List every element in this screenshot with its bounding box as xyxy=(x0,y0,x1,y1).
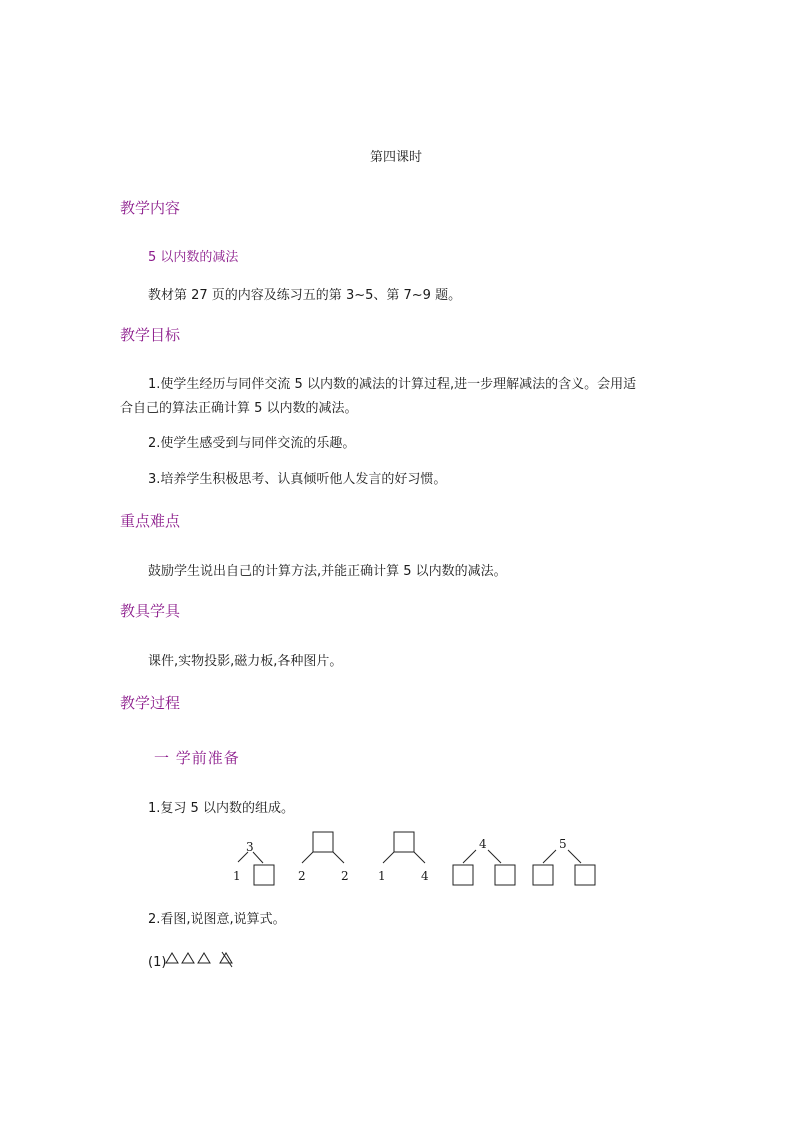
heading-key-points: 重点难点 xyxy=(120,512,181,530)
answer-box-4 xyxy=(453,865,473,885)
heading-teaching-goals: 教学目标 xyxy=(120,326,181,344)
triangles-figure xyxy=(164,950,244,972)
branch-line xyxy=(543,850,556,863)
branch-line xyxy=(333,852,344,863)
tools-text: 课件,实物投影,磁力板,各种图片。 xyxy=(148,654,343,669)
answer-box-3 xyxy=(394,832,414,852)
content-topic: 5 以内数的减法 xyxy=(148,250,239,265)
answer-box-2 xyxy=(313,832,333,852)
answer-box-7 xyxy=(575,865,595,885)
goal-2: 2.使学生感受到与同伴交流的乐趣。 xyxy=(148,436,356,451)
branch-line xyxy=(302,852,313,863)
goal-3: 3.培养学生积极思考、认真倾听他人发言的好习惯。 xyxy=(148,472,447,487)
section-pre-learning: 一 学前准备 xyxy=(154,749,240,767)
goal-1-line-1: 1.使学生经历与同伴交流 5 以内数的减法的计算过程,进一步理解减法的含义。会用适 xyxy=(148,377,637,392)
tree3-right-number: 4 xyxy=(421,869,429,883)
key-points-text: 鼓励学生说出自己的计算方法,并能正确计算 5 以内数的减法。 xyxy=(148,564,507,579)
tree1-top-number: 3 xyxy=(246,840,254,854)
heading-teaching-process: 教学过程 xyxy=(120,694,181,712)
tree2-right-number: 2 xyxy=(341,869,349,883)
branch-line xyxy=(568,850,581,863)
goal-1-line-2: 合自己的算法正确计算 5 以内数的减法。 xyxy=(120,401,358,416)
answer-box-5 xyxy=(495,865,515,885)
heading-teaching-tools: 教具学具 xyxy=(120,602,181,620)
branch-line xyxy=(463,850,476,863)
branch-line xyxy=(414,852,425,863)
triangle-icon xyxy=(166,953,178,963)
tree3-left-number: 1 xyxy=(378,869,386,883)
branch-line xyxy=(488,850,501,863)
answer-box-1 xyxy=(254,865,274,885)
tree1-left-number: 1 xyxy=(233,869,241,883)
branch-line xyxy=(383,852,394,863)
triangle-icon xyxy=(182,953,194,963)
tree2-left-number: 2 xyxy=(298,869,306,883)
tree5-top-number: 5 xyxy=(559,837,567,851)
branch-line xyxy=(253,852,263,863)
process-item-2: 2.看图,说图意,说算式。 xyxy=(148,912,286,927)
process-item-1: 1.复习 5 以内数的组成。 xyxy=(148,801,294,816)
triangle-icon xyxy=(198,953,210,963)
answer-box-6 xyxy=(533,865,553,885)
process-item-2-sub: (1) xyxy=(148,955,167,970)
lesson-title: 第四课时 xyxy=(370,150,423,165)
content-text: 教材第 27 页的内容及练习五的第 3~5、第 7~9 题。 xyxy=(148,288,462,303)
heading-teaching-content: 教学内容 xyxy=(120,199,181,217)
tree4-top-number: 4 xyxy=(479,837,487,851)
